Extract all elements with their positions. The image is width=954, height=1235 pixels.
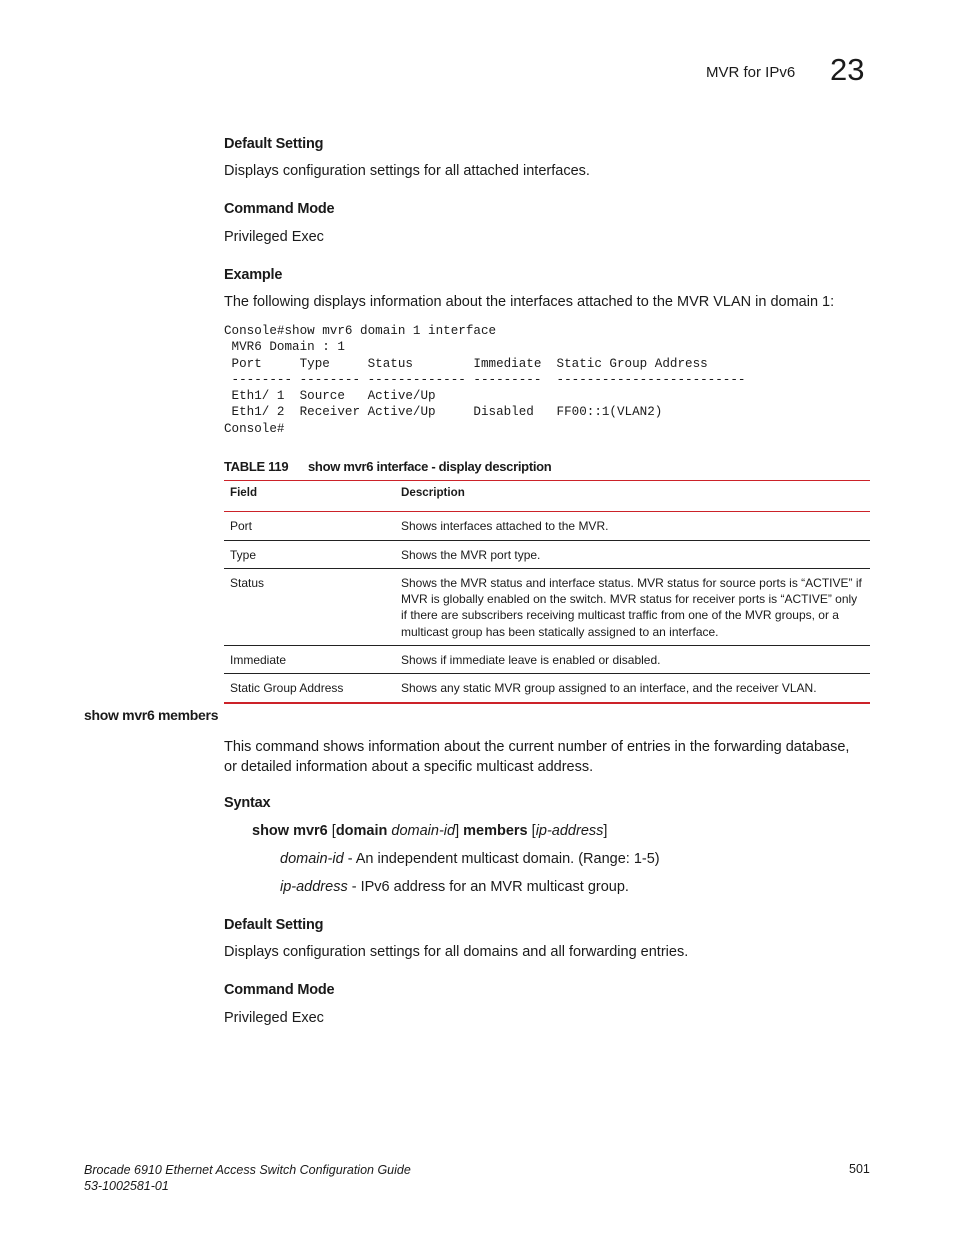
syntax-arg-ip-address: ip-address xyxy=(535,823,604,839)
table-cell-field: Static Group Address xyxy=(224,674,395,703)
footer-doc-number: 53-1002581-01 xyxy=(84,1179,169,1193)
syntax-keyword-domain: domain xyxy=(335,823,388,839)
param-name: domain-id xyxy=(280,851,344,867)
command-mode-text: Privileged Exec xyxy=(224,1010,324,1026)
example-intro: The following displays information about the interfaces attached to the MVR VLAN in domain 1: xyxy=(224,294,835,310)
table-cell-field: Immediate xyxy=(224,646,395,674)
syntax-bracket: ] xyxy=(603,823,608,839)
default-setting-heading: Default Setting xyxy=(224,917,324,933)
code-line: MVR6 Domain : 1 xyxy=(224,340,345,355)
code-line: Eth1/ 1 Source Active/Up xyxy=(224,389,436,404)
command-mode-heading: Command Mode xyxy=(224,982,335,998)
syntax-command: show mvr6 xyxy=(252,823,328,839)
syntax-bracket: [ xyxy=(327,823,336,839)
command-mode-text: Privileged Exec xyxy=(224,229,324,245)
syntax-line xyxy=(252,823,607,839)
section-title: show mvr6 members xyxy=(84,707,219,723)
table-header-field: Field xyxy=(224,481,395,512)
chapter-number: 23 xyxy=(830,52,865,87)
chapter-title: MVR for IPv6 xyxy=(706,64,796,81)
syntax-bracket: ] xyxy=(455,823,464,839)
default-setting-text: Displays configuration settings for all attached interfaces. xyxy=(224,163,590,179)
table-cell-description: Shows if immediate leave is enabled or disabled. xyxy=(395,646,870,674)
command-mode-heading: Command Mode xyxy=(224,201,335,217)
table-label: TABLE 119 xyxy=(224,459,289,474)
table-cell-description: Shows interfaces attached to the MVR. xyxy=(395,512,870,540)
syntax-bracket: [ xyxy=(527,823,536,839)
parameter-ip-address xyxy=(280,879,629,895)
table-caption: show mvr6 interface - display description xyxy=(308,459,552,474)
code-line: Port Type Status Immediate Static Group Address xyxy=(224,356,708,371)
syntax-keyword-members: members xyxy=(463,823,528,839)
code-line: Console# xyxy=(224,421,285,436)
table-cell-field: Status xyxy=(224,568,395,645)
footer-left xyxy=(84,1162,411,1194)
table-header-description: Description xyxy=(395,481,870,512)
default-setting-heading: Default Setting xyxy=(224,136,324,152)
param-name: ip-address xyxy=(280,879,348,895)
footer-guide-title: Brocade 6910 Ethernet Access Switch Configuration Guide xyxy=(84,1163,411,1177)
table-cell-description: Shows any static MVR group assigned to an interface, and the receiver VLAN. xyxy=(395,674,870,703)
code-line: Eth1/ 2 Receiver Active/Up Disabled FF00::1(VLAN2) xyxy=(224,405,663,420)
table-row xyxy=(224,540,870,568)
param-desc: - IPv6 address for an MVR multicast group. xyxy=(347,879,629,895)
syntax-arg-domain-id: domain-id xyxy=(391,823,456,839)
intro-line: or detailed information about a specific multicast address. xyxy=(224,758,594,775)
syntax-heading: Syntax xyxy=(224,795,271,811)
section-intro xyxy=(224,738,849,777)
table-cell-field: Type xyxy=(224,540,395,568)
default-setting-text: Displays configuration settings for all domains and all forwarding entries. xyxy=(224,944,689,960)
table-row xyxy=(224,674,870,703)
table-cell-description: Shows the MVR port type. xyxy=(395,540,870,568)
footer-page-number: 501 xyxy=(849,1162,870,1176)
code-line: -------- -------- ------------- --------- ------------------------- xyxy=(224,372,746,387)
table-cell-description: Shows the MVR status and interface status. MVR status for source ports is “ACTIVE” if MVR is globally enabled on the switch. MVR status for receiver ports is “ACTIVE” only if there are subscribers receiving multicast traffic from one of the MVR groups, or a multicast group has been statically assigned to an interface. xyxy=(395,568,870,645)
parameter-domain-id xyxy=(280,851,660,867)
param-desc: - An independent multicast domain. (Range: 1-5) xyxy=(343,851,660,867)
table-row xyxy=(224,512,870,540)
intro-line: This command shows information about the current number of entries in the forwarding database, xyxy=(224,739,850,755)
code-block xyxy=(224,323,745,437)
table-row xyxy=(224,568,870,645)
table-cell-field: Port xyxy=(224,512,395,540)
description-table xyxy=(224,480,870,704)
example-heading: Example xyxy=(224,267,283,283)
code-line: Console#show mvr6 domain 1 interface xyxy=(224,324,497,338)
table-header-row xyxy=(224,481,870,512)
table-row xyxy=(224,646,870,674)
